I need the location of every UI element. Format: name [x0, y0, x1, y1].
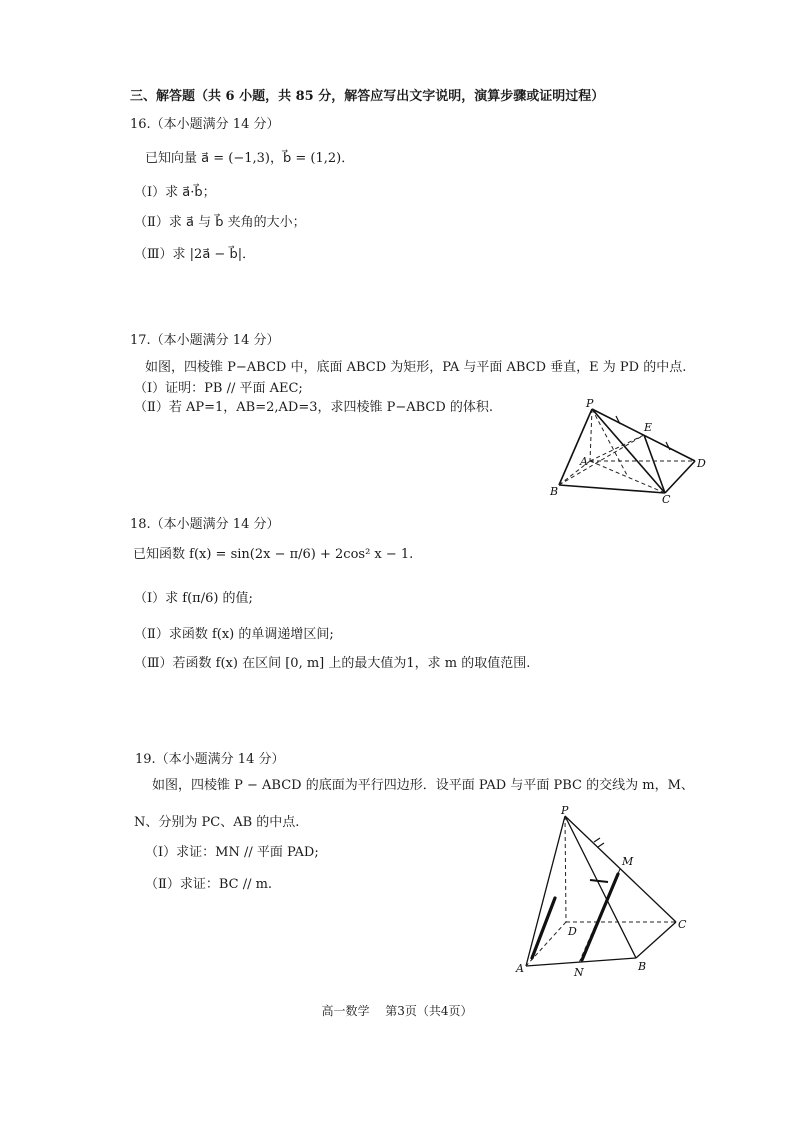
- label-B: B: [638, 960, 647, 973]
- footer-subject: 高一数学: [321, 1004, 370, 1018]
- edge-BC: [636, 922, 676, 958]
- q17-part-1: （Ⅰ）证明：PB // 平面 AEC;: [134, 381, 303, 396]
- edge-PD: [565, 816, 566, 922]
- label-P: P: [561, 804, 569, 817]
- q18-part-2: （Ⅱ）求函数 f(x) 的单调递增区间;: [134, 627, 334, 642]
- page-footer: [0, 1002, 794, 1019]
- q19-stem-line2: N、分别为 PC、AB 的中点.: [134, 815, 300, 830]
- q17-part-2: （Ⅱ）若 AP=1，AB=2,AD=3，求四棱锥 P−ABCD 的体积.: [134, 400, 494, 415]
- q19-stem-line1: 如图，四棱锥 P − ABCD 的底面为平行四边形．设平面 PAD 与平面 PBC 的交线为 m，M、: [152, 778, 694, 793]
- label-C: C: [678, 918, 687, 931]
- label-D: D: [697, 457, 706, 470]
- label-C: C: [662, 493, 671, 506]
- q17-header: 17.（本小题满分 14 分）: [130, 333, 280, 348]
- q16-stem: 已知向量 a⃗ = (−1,3)，b⃗ = (1,2)．: [145, 151, 355, 166]
- edge-PA: [526, 816, 565, 966]
- q16-header: 16.（本小题满分 14 分）: [130, 117, 280, 132]
- edge-PC: [565, 816, 676, 922]
- edge-PB: [559, 409, 592, 485]
- q19-part-2: （Ⅱ）求证：BC // m.: [145, 877, 273, 892]
- q18-stem: 已知函数 f(x) = sin(2x − π/6) + 2cos² x − 1.: [133, 547, 414, 562]
- label-A: A: [516, 962, 524, 975]
- edge-CD: [665, 461, 695, 493]
- label-B: B: [550, 485, 559, 498]
- edge-PC: [592, 409, 665, 493]
- section-title: 三、解答题（共 6 小题，共 85 分，解答应写出文字说明，演算步骤或证明过程）: [130, 89, 605, 104]
- q18-part-1: （Ⅰ）求 f(π/6) 的值;: [134, 591, 253, 606]
- q17-stem: 如图，四棱锥 P−ABCD 中，底面 ABCD 为矩形，PA 与平面 ABCD 垂直，E 为 PD 的中点.: [145, 360, 687, 375]
- footer-page-number: 第3页（共4页）: [385, 1004, 473, 1018]
- q19-pyramid-figure: [510, 800, 700, 980]
- q18-part-3: （Ⅲ）若函数 f(x) 在区间 [0, m] 上的最大值为1，求 m 的取值范围.: [134, 656, 531, 671]
- label-N: N: [574, 966, 584, 979]
- q16-part-2: （Ⅱ）求 a⃗ 与 b⃗ 夹角的大小；: [134, 215, 306, 230]
- q17-pyramid-figure: [540, 395, 720, 505]
- edge-BE: [559, 435, 644, 485]
- label-A: A: [580, 455, 588, 468]
- q16-part-1: （Ⅰ）求 a⃗·b⃗；: [134, 185, 216, 200]
- label-P: P: [586, 397, 594, 410]
- label-D: D: [568, 925, 577, 938]
- q16-part-3: （Ⅲ）求 |2a⃗ − b⃗|．: [134, 247, 256, 262]
- q19-header: 19.（本小题满分 14 分）: [135, 752, 285, 767]
- label-E: E: [644, 421, 653, 434]
- q18-header: 18.（本小题满分 14 分）: [130, 517, 280, 532]
- q19-part-1: （Ⅰ）求证：MN // 平面 PAD;: [145, 845, 319, 860]
- edge-PA: [590, 409, 592, 461]
- label-M: M: [622, 855, 634, 868]
